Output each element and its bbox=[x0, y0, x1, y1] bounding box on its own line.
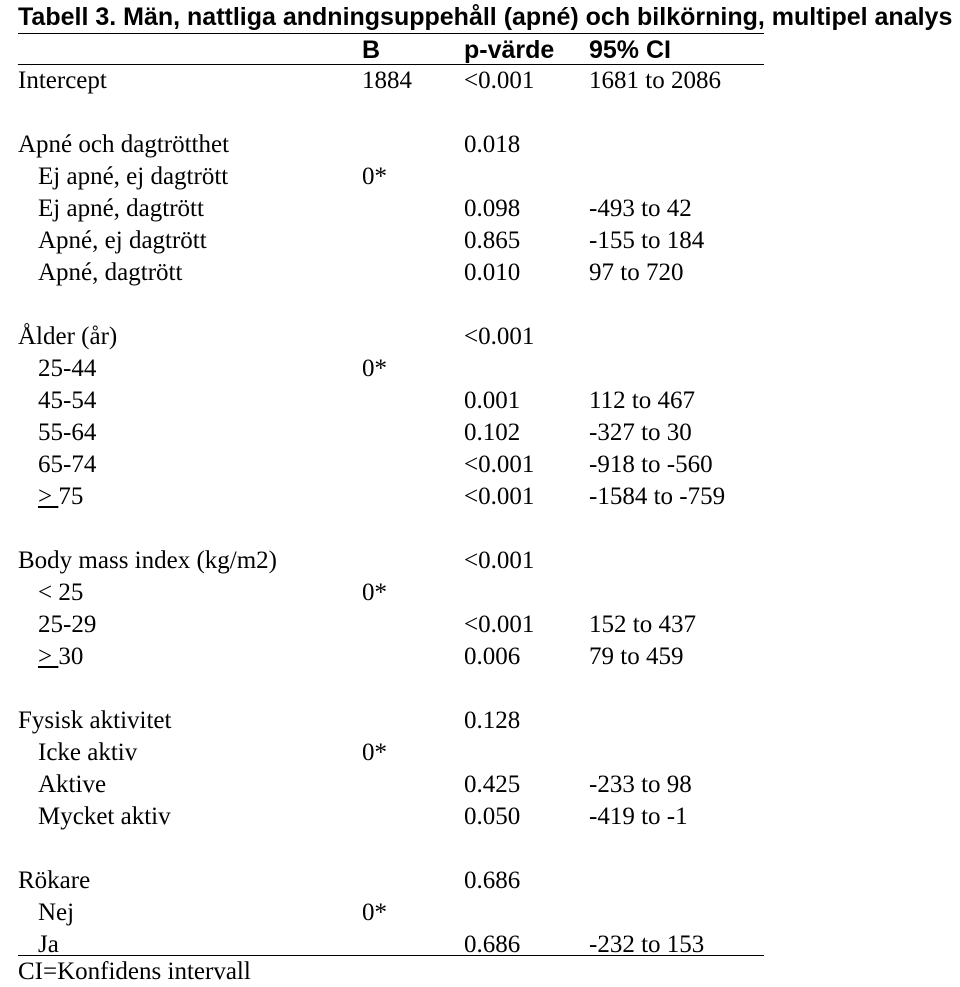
row-label: Aktive bbox=[38, 771, 107, 798]
row-label: Body mass index (kg/m2) bbox=[18, 547, 278, 574]
cell-p-value: 0.865 bbox=[464, 227, 521, 254]
cell-b: 0* bbox=[362, 579, 387, 606]
cell-b: 0* bbox=[362, 899, 387, 926]
cell-ci: 79 to 459 bbox=[589, 643, 684, 670]
table-row bbox=[0, 865, 960, 897]
table-title: Tabell 3. Män, nattliga andningsuppehåll (apné) och bilkörning, multipel analys bbox=[18, 3, 953, 31]
table-row bbox=[0, 257, 960, 289]
table-row bbox=[0, 65, 960, 97]
cell-p-value: 0.001 bbox=[464, 387, 521, 414]
table-row bbox=[0, 225, 960, 257]
cell-p-value: 0.010 bbox=[464, 259, 521, 286]
row-label: Ej apné, dagtrött bbox=[38, 195, 204, 222]
row-label: > 30 bbox=[38, 643, 84, 670]
row-label: Apné och dagtrötthet bbox=[18, 131, 230, 158]
row-label: 45-54 bbox=[38, 387, 97, 414]
cell-p-value: <0.001 bbox=[464, 323, 535, 350]
cell-p-value: 0.425 bbox=[464, 771, 521, 798]
cell-p-value: 0.098 bbox=[464, 195, 521, 222]
cell-p-value: <0.001 bbox=[464, 483, 535, 510]
cell-ci: -419 to -1 bbox=[589, 803, 688, 830]
table-row bbox=[0, 129, 960, 161]
row-label: Intercept bbox=[18, 67, 107, 94]
cell-ci: 112 to 467 bbox=[589, 387, 696, 414]
footnote: CI=Konfidens intervall bbox=[18, 958, 251, 985]
row-spacer bbox=[0, 513, 960, 545]
cell-p-value: <0.001 bbox=[464, 547, 535, 574]
row-spacer bbox=[0, 833, 960, 865]
row-label: Rökare bbox=[18, 867, 91, 894]
bottom-rule bbox=[18, 955, 764, 956]
cell-p-value: 0.006 bbox=[464, 643, 521, 670]
table-row bbox=[0, 417, 960, 449]
header-ci: 95% CI bbox=[589, 36, 671, 64]
row-label: Fysisk aktivitet bbox=[18, 707, 172, 734]
row-label: > 75 bbox=[38, 483, 84, 510]
row-label: Apné, ej dagtrött bbox=[38, 227, 207, 254]
table-row bbox=[0, 545, 960, 577]
header-b: B bbox=[362, 36, 381, 64]
cell-p-value: 0.018 bbox=[464, 131, 521, 158]
cell-p-value: 0.686 bbox=[464, 867, 521, 894]
row-label: 55-64 bbox=[38, 419, 97, 446]
table-body bbox=[0, 65, 960, 961]
row-label: Apné, dagtrött bbox=[38, 259, 183, 286]
cell-b: 0* bbox=[362, 163, 387, 190]
row-label: < 25 bbox=[38, 579, 84, 606]
table-row bbox=[0, 449, 960, 481]
cell-b: 0* bbox=[362, 739, 387, 766]
header-p-value: p-värde bbox=[464, 36, 555, 64]
row-label: Ja bbox=[38, 931, 59, 958]
cell-ci: -327 to 30 bbox=[589, 419, 692, 446]
row-label: 25-44 bbox=[38, 355, 97, 382]
table-row bbox=[0, 353, 960, 385]
cell-ci: 1681 to 2086 bbox=[589, 67, 721, 94]
cell-b: 1884 bbox=[362, 67, 412, 94]
table-row bbox=[0, 161, 960, 193]
cell-ci: -493 to 42 bbox=[589, 195, 692, 222]
cell-ci: -233 to 98 bbox=[589, 771, 692, 798]
row-label: Ej apné, ej dagtrött bbox=[38, 163, 229, 190]
row-spacer bbox=[0, 97, 960, 129]
cell-b: 0* bbox=[362, 355, 387, 382]
table-row bbox=[0, 897, 960, 929]
table-row bbox=[0, 577, 960, 609]
cell-p-value: 0.686 bbox=[464, 931, 521, 958]
cell-p-value: <0.001 bbox=[464, 67, 535, 94]
cell-ci: -155 to 184 bbox=[589, 227, 705, 254]
table-row bbox=[0, 193, 960, 225]
cell-p-value: <0.001 bbox=[464, 611, 535, 638]
table-row bbox=[0, 737, 960, 769]
row-spacer bbox=[0, 673, 960, 705]
row-label: 25-29 bbox=[38, 611, 97, 638]
table-row bbox=[0, 481, 960, 513]
row-label: Ålder (år) bbox=[18, 323, 118, 350]
cell-ci: -232 to 153 bbox=[589, 931, 705, 958]
table-row bbox=[0, 321, 960, 353]
cell-p-value: 0.102 bbox=[464, 419, 521, 446]
table-row bbox=[0, 609, 960, 641]
table-row bbox=[0, 641, 960, 673]
cell-ci: 152 to 437 bbox=[589, 611, 696, 638]
cell-p-value: <0.001 bbox=[464, 451, 535, 478]
row-label: Mycket aktiv bbox=[38, 803, 171, 830]
cell-ci: 97 to 720 bbox=[589, 259, 684, 286]
table-row bbox=[0, 801, 960, 833]
row-label: Icke aktiv bbox=[38, 739, 138, 766]
row-spacer bbox=[0, 289, 960, 321]
table-row bbox=[0, 385, 960, 417]
row-label: Nej bbox=[38, 899, 75, 926]
cell-ci: -918 to -560 bbox=[589, 451, 713, 478]
row-label: 65-74 bbox=[38, 451, 97, 478]
table-row bbox=[0, 705, 960, 737]
top-rule bbox=[18, 33, 764, 34]
table-row bbox=[0, 769, 960, 801]
cell-ci: -1584 to -759 bbox=[589, 483, 726, 510]
cell-p-value: 0.128 bbox=[464, 707, 521, 734]
cell-p-value: 0.050 bbox=[464, 803, 521, 830]
